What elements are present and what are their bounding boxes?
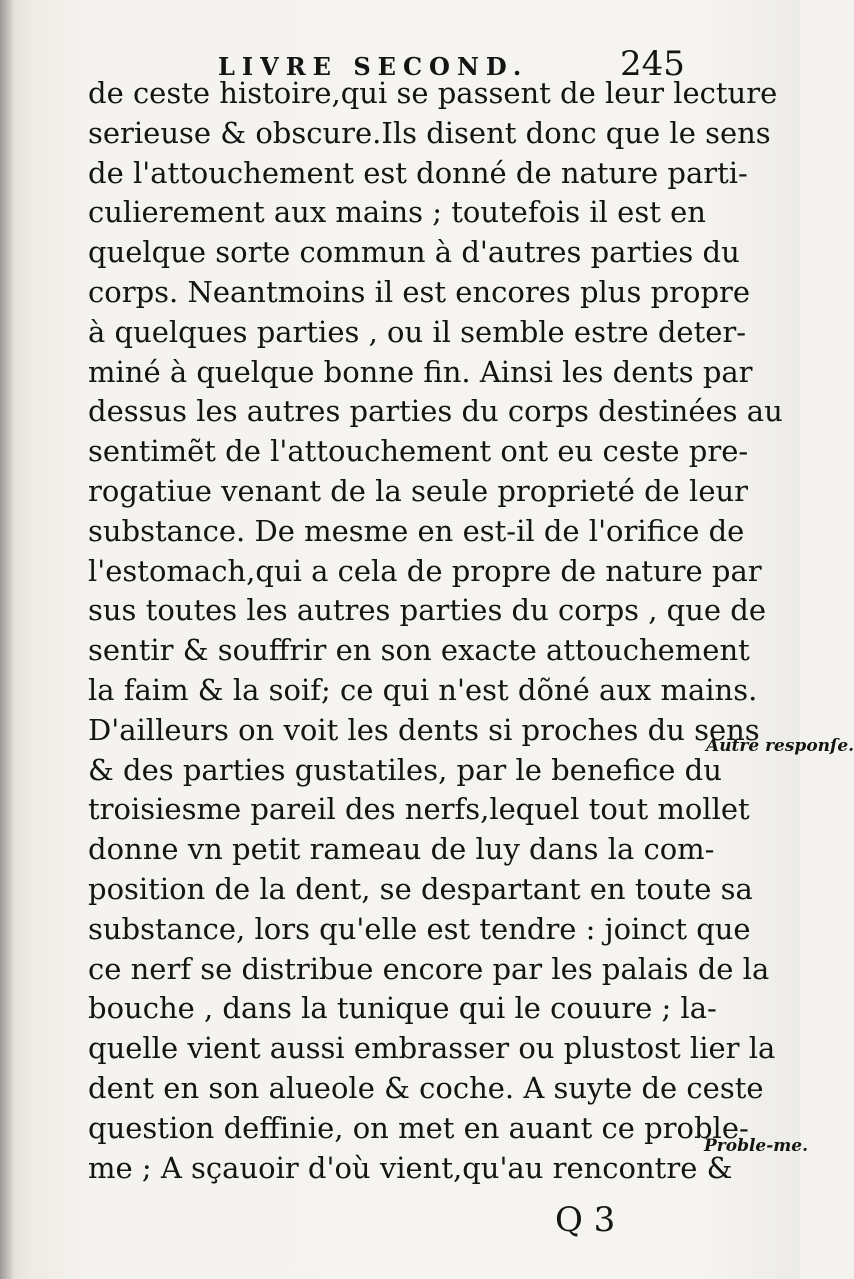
text-line: quelle vient aussi embrasser ou plustost lier la: [88, 1031, 776, 1066]
page-number: 245: [620, 44, 685, 84]
text-line: de l'attouchement est donné de nature parti-: [88, 155, 748, 190]
text-line: l'estomach,qui a cela de propre de nature par: [88, 553, 762, 588]
text-line: corps. Neantmoins il est encores plus propre: [88, 274, 751, 309]
text-line: bouche , dans la tunique qui le couure ; la-: [88, 991, 717, 1026]
margin-note-probleme: Proble-me.: [704, 1136, 809, 1156]
text-line: à quelques parties , ou il semble estre deter-: [88, 314, 747, 349]
gutter-shadow: [0, 0, 14, 1279]
text-line: de ceste histoire,qui se passent de leur lecture: [88, 76, 778, 110]
text-line: sentir & souffrir en son exacte attouchement: [88, 633, 750, 668]
running-head: LIVRE SECOND.: [218, 52, 529, 81]
text-line: rogatiue venant de la seule proprieté de leur: [88, 473, 749, 508]
signature-mark: Q 3: [555, 1200, 616, 1240]
text-line: & des parties gustatiles, par le benefice du: [88, 752, 722, 787]
text-line: troisiesme pareil des nerfs,lequel tout mollet: [88, 792, 750, 827]
text-line: substance. De mesme en est-il de l'orifice de: [88, 513, 745, 548]
text-line: D'ailleurs on voit les dents si proches du sens: [88, 712, 760, 747]
text-line: dent en son alueole & coche. A suyte de ceste: [88, 1070, 764, 1105]
text-line: question deffinie, on met en auant ce proble-: [88, 1110, 749, 1145]
text-line: me ; A sçauoir d'où vient,qu'au rencontre &: [88, 1150, 733, 1185]
text-line: position de la dent, se despartant en toute sa: [88, 871, 753, 906]
text-line: culierement aux mains ; toutefois il est en: [88, 195, 706, 230]
text-line: sus toutes les autres parties du corps , que de: [88, 593, 767, 628]
text-line: quelque sorte commun à d'autres parties du: [88, 235, 740, 270]
text-line: dessus les autres parties du corps destinées au: [88, 394, 783, 429]
text-line: serieuse & obscure.Ils disent donc que le sens: [88, 115, 771, 150]
margin-note-autre-response: Autre responſe.: [706, 736, 854, 756]
text-line: substance, lors qu'elle est tendre : joinct que: [88, 911, 751, 946]
text-line: sentimẽt de l'attouchement ont eu ceste pre-: [88, 434, 749, 469]
text-line: la faim & la soif; ce qui n'est dõné aux mains.: [88, 672, 758, 707]
text-line: donne vn petit rameau de luy dans la com-: [88, 832, 715, 867]
text-line: miné à quelque bonne fin. Ainsi les dents par: [88, 354, 753, 389]
text-line: ce nerf se distribue encore par les palais de la: [88, 951, 770, 986]
